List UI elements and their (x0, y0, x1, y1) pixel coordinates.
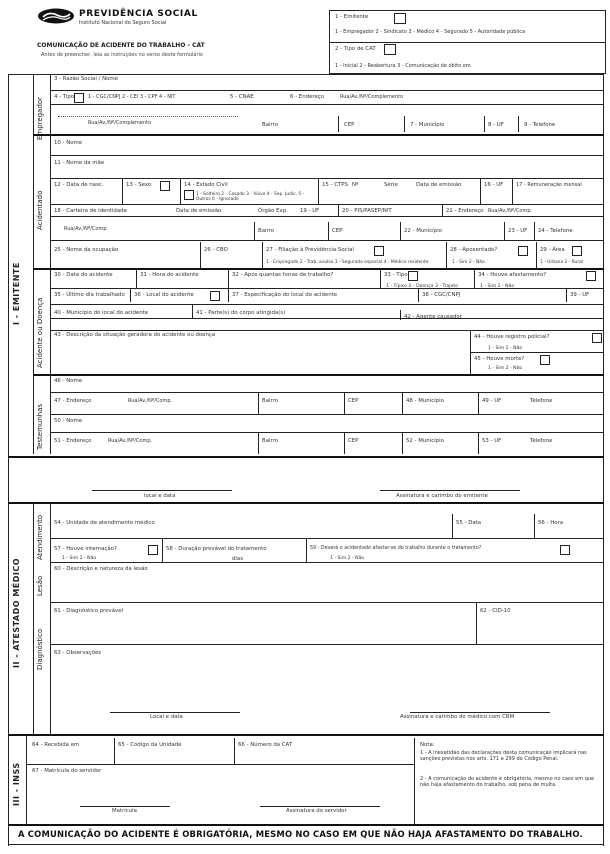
afastamento-box[interactable] (586, 271, 596, 281)
previdencia-logo (37, 8, 75, 24)
field-emitente-label: 1 - Emitente (335, 14, 369, 20)
bairro-testemunha2: Bairro (262, 438, 279, 444)
field-ultimo-dia: 35 - Último dia trabalhado (54, 292, 125, 298)
field-hora-acidente: 31 - Hora do acidente (140, 272, 199, 278)
section-inss: III - INSS (12, 762, 21, 806)
field-recebida-em: 64 - Recebida em (32, 742, 80, 748)
field-municipio-local: 40 - Município do local do acidente (54, 310, 149, 316)
sign2-assinatura: Assinatura e carimbo do médico com CRM (400, 714, 515, 720)
field-uf-local: 39 - UF (570, 292, 590, 298)
field-cbo: 26 - CBO (204, 247, 228, 253)
sign2-local-data: Local e data (150, 714, 183, 720)
field-horas-trabalho: 32 - Após quantas horas de trabalho? (232, 272, 334, 278)
field-tipo-empregador: 4 - Tipo (54, 94, 75, 100)
field-duracao-tratamento: 58 - Duração provável do tratamento (166, 546, 267, 552)
field-telefone-acidentado: 24 - Telefone (538, 228, 573, 234)
section-acidentado: Acidentado (36, 190, 44, 230)
tipo-cat-options: 1 - Inicial 2 - Reabertura 3 - Comunicação de óbito em (335, 63, 471, 69)
tipo-cat-checkbox[interactable] (384, 44, 396, 55)
estado-civil-options: 1 - Solteiro 2 - Casado 3 - Viúvo 4 - Sep. Judic. 5 - Outros 6 - Ignorado (196, 192, 305, 202)
field-parte-corpo: 41 - Parte(s) do corpo atingida(s) (196, 310, 286, 316)
uf-testemunha1: 49 - UF (482, 398, 502, 404)
field-identidade: 18 - Carteira de identidade (54, 208, 127, 214)
tipo-acidente-options: 1 - Típico 2 - Doença 3 - Trajeto (386, 284, 459, 289)
endereco-testemunha1-sub: Rua/Av./Nº/Comp. (128, 398, 173, 404)
section-acidente: Acidente ou Doença (36, 297, 44, 368)
area-box[interactable] (572, 246, 582, 256)
form-subtitle: Antes de preencher, leia as instruções no verso deste formulário (41, 52, 203, 58)
field-especificacao-local: 37 - Especificação do local do acidente (232, 292, 338, 298)
field-data-nasc: 12 - Data de nasc. (54, 182, 104, 188)
field-uf-ctps: 16 - UF (484, 182, 504, 188)
internacao-options: 1 - Sim 2 - Não (62, 556, 97, 561)
field-municipio-acidentado: 22 - Município (404, 228, 442, 234)
field-nome-mae: 11 - Nome da mãe (54, 160, 105, 166)
field-endereco-empregador: 6 - Endereço (290, 94, 325, 100)
brand-name: PREVIDÊNCIA SOCIAL (79, 9, 198, 19)
duracao-dias: dias (232, 556, 244, 562)
field-uf-identidade: 19 - UF (300, 208, 320, 214)
section-atendimento: Atendimento (36, 514, 44, 560)
section-testemunhas: Testemunhas (36, 403, 44, 450)
field-municipio-empregador: 7 - Município (410, 122, 445, 128)
field-nome-testemunha1: 46 - Nome (54, 378, 83, 384)
field-unidade-atendimento: 54 - Unidade de atendimento médico (54, 520, 155, 526)
nota-2: 2 - A comunicação do acidente é obrigatória, mesmo no caso em que não haja afastamento do trabalho, sob pena de multa. (420, 776, 595, 788)
endereco-testemunha2-sub: Rua/Av./Nº/Comp. (108, 438, 153, 444)
sign1-assinatura: Assinatura e carimbo do emitente (396, 493, 488, 499)
field-afastamento: 34 - Houve afastamento? (478, 272, 547, 278)
field-descricao-situacao: 43 - Descrição da situação geradora do acidente ou doença (54, 332, 216, 338)
area-options: 1 - Urbana 2 - Rural (540, 260, 584, 265)
endereco-empregador-rua: Rua/Av./Nº/Complemento (88, 120, 152, 126)
field-data-atendimento: 55 - Data (456, 520, 482, 526)
municipio-testemunha1: 48 - Município (406, 398, 444, 404)
field-internacao: 57 - Houve internação? (54, 546, 117, 552)
nota-1: 1 - A inexatidão das declarações desta comunicação implicará nas sanções previstas nos arts. 171 e 299 do Código Penal. (420, 750, 587, 762)
identidade-data: Data de emissão (176, 208, 222, 214)
field-pis: 20 - PIS/PASEP/NIT (342, 208, 392, 214)
section-atestado: II - ATESTADO MÉDICO (12, 557, 21, 668)
section-empregador: Empregador (36, 96, 44, 140)
telefone-testemunha1: Telefone (530, 398, 553, 404)
registro-policial-options: 1 - Sim 2 - Não (488, 346, 523, 351)
field-tipo-acidente: 33 - Tipo (384, 272, 408, 278)
field-bairro-empregador: Bairro (262, 122, 279, 128)
registro-policial-box[interactable] (592, 333, 602, 343)
filiacao-options: 1 - Empregado 2 - Trab. avulso 3 - Segurado especial 4 - Médico residente (266, 260, 429, 265)
field-ctps: 15 - CTPS (322, 182, 348, 188)
field-ocupacao: 25 - Nome da ocupação (54, 247, 119, 253)
estado-civil-box[interactable] (184, 190, 194, 200)
field-cnae: 5 - CNAE (230, 94, 254, 100)
identidade-orgao: Órgão Exp. (258, 208, 288, 214)
houve-morte-options: 1 - Sim 2 - Não (488, 366, 523, 371)
field-cnpj-local: 38 - CGC/CNPJ (422, 292, 461, 298)
servidor-assinatura: Assinatura do servidor (286, 808, 347, 814)
internacao-box[interactable] (148, 545, 158, 555)
field-diagnostico: 61 - Diagnóstico provável (54, 608, 124, 614)
field-afastar-trabalho: 59 - Deverá o acidentado afastar-se do trabalho durante o tratamento? (310, 546, 482, 551)
field-endereco-testemunha1: 47 - Endereço (54, 398, 92, 404)
tipo-empregador-box[interactable] (74, 93, 84, 103)
field-nome-testemunha2: 50 - Nome (54, 418, 83, 424)
emitente-checkbox[interactable] (394, 13, 406, 24)
endereco-acidentado-rua: Rua/Av./Nº/Comp. (64, 226, 109, 232)
field-area: 29 - Área (540, 247, 565, 253)
field-cep-empregador: CEP (344, 122, 355, 128)
field-descricao-lesao: 60 - Descrição e natureza da lesão (54, 566, 148, 572)
aposentado-box[interactable] (518, 246, 528, 256)
field-aposentado: 28 - Aposentado? (450, 247, 498, 253)
endereco-acidentado-sub: Rua/Av./Nº/Comp. (488, 208, 533, 214)
field-tipo-cat-label: 2 - Tipo de CAT (335, 46, 376, 52)
afastar-trabalho-options: 1 - Sim 2 - Não (330, 556, 365, 561)
field-hora-atendimento: 56 - Hora (538, 520, 564, 526)
ctps-data-emissao: Data de emissão (416, 182, 462, 188)
field-uf-acidentado: 23 - UF (508, 228, 528, 234)
field-filiacao: 27 - Filiação à Previdência Social (266, 247, 354, 253)
afastar-trabalho-box[interactable] (560, 545, 570, 555)
field-codigo-unidade: 65 - Código da Unidade (118, 742, 182, 748)
field-data-acidente: 30 - Data do acidente (54, 272, 113, 278)
ctps-serie: Série (384, 182, 398, 188)
field-registro-policial: 44 - Houve registro policial? (474, 334, 550, 340)
emitente-options: 1 - Empregador 2 - Sindicato 3 - Médico 4 - Segurado 5 - Autoridade pública (335, 29, 526, 35)
field-sexo: 13 - Sexo (126, 182, 152, 188)
section-lesao: Lesão (36, 575, 44, 596)
field-uf-empregador: 8 - UF (488, 122, 504, 128)
cep-testemunha2: CEP (348, 438, 359, 444)
form-title: COMUNICAÇÃO DE ACIDENTE DO TRABALHO - CAT (37, 42, 205, 49)
sign1-local-data: local e data (144, 493, 176, 499)
section-emitente: I - EMITENTE (12, 262, 21, 325)
field-remuneracao: 17 - Remuneração mensal (516, 182, 582, 188)
tipo-acidente-box[interactable] (408, 271, 418, 281)
endereco-sub: Rua/Av./Nº/Complemento (340, 94, 404, 100)
bairro-testemunha1: Bairro (262, 398, 279, 404)
tipo-empregador-options: 1 - CGC/CNPJ 2 - CEI 3 - CPF 4 - NIT (88, 94, 176, 100)
nota-title: Nota: (420, 742, 435, 748)
field-houve-morte: 45 - Houve morte? (474, 356, 525, 362)
section-diagnostico: Diagnóstico (36, 628, 44, 670)
field-numero-cat: 66 - Número da CAT (238, 742, 293, 748)
aposentado-options: 1 - Sim 2 - Não (452, 260, 485, 265)
filiacao-box[interactable] (374, 246, 384, 256)
field-razao-social: 3 - Razão Social / Nome (54, 76, 119, 82)
field-endereco-acidentado: 21 - Endereço (446, 208, 484, 214)
local-acidente-box[interactable] (210, 291, 220, 301)
cep-testemunha1: CEP (348, 398, 359, 404)
field-agente-causador: 42 - Agente causador (404, 314, 462, 320)
houve-morte-box[interactable] (540, 355, 550, 365)
field-matricula-servidor: 67 - Matrícula do servidor (32, 768, 102, 774)
brand-subtitle: Instituto Nacional do Seguro Social (79, 20, 167, 26)
uf-testemunha2: 53 - UF (482, 438, 502, 444)
afastamento-options: 1 - Sim 2 - Não (480, 284, 515, 289)
field-cep-acidentado: CEP (332, 228, 343, 234)
sexo-box[interactable] (160, 181, 170, 191)
telefone-testemunha2: Telefone (530, 438, 553, 444)
field-bairro-acidentado: Bairro (258, 228, 275, 234)
servidor-matricula: Matrícula (112, 808, 137, 814)
field-endereco-testemunha2: 51 - Endereço (54, 438, 92, 444)
footer-warning: A COMUNICAÇÃO DO ACIDENTE É OBRIGATÓRIA, MESMO NO CASO EM QUE NÃO HAJA AFASTAMENTO DO TRABALHO. (18, 829, 583, 839)
field-estado-civil: 14 - Estado Civil (184, 182, 228, 188)
field-observacoes: 63 - Observações (54, 650, 102, 656)
ctps-numero: Nº (352, 182, 359, 188)
field-local-acidente: 36 - Local do acidente (134, 292, 194, 298)
municipio-testemunha2: 52 - Município (406, 438, 444, 444)
field-cid10: 62 - CID-10 (480, 608, 511, 614)
field-nome-acidentado: 10 - Nome (54, 140, 83, 146)
field-telefone-empregador: 9 - Telefone (524, 122, 556, 128)
